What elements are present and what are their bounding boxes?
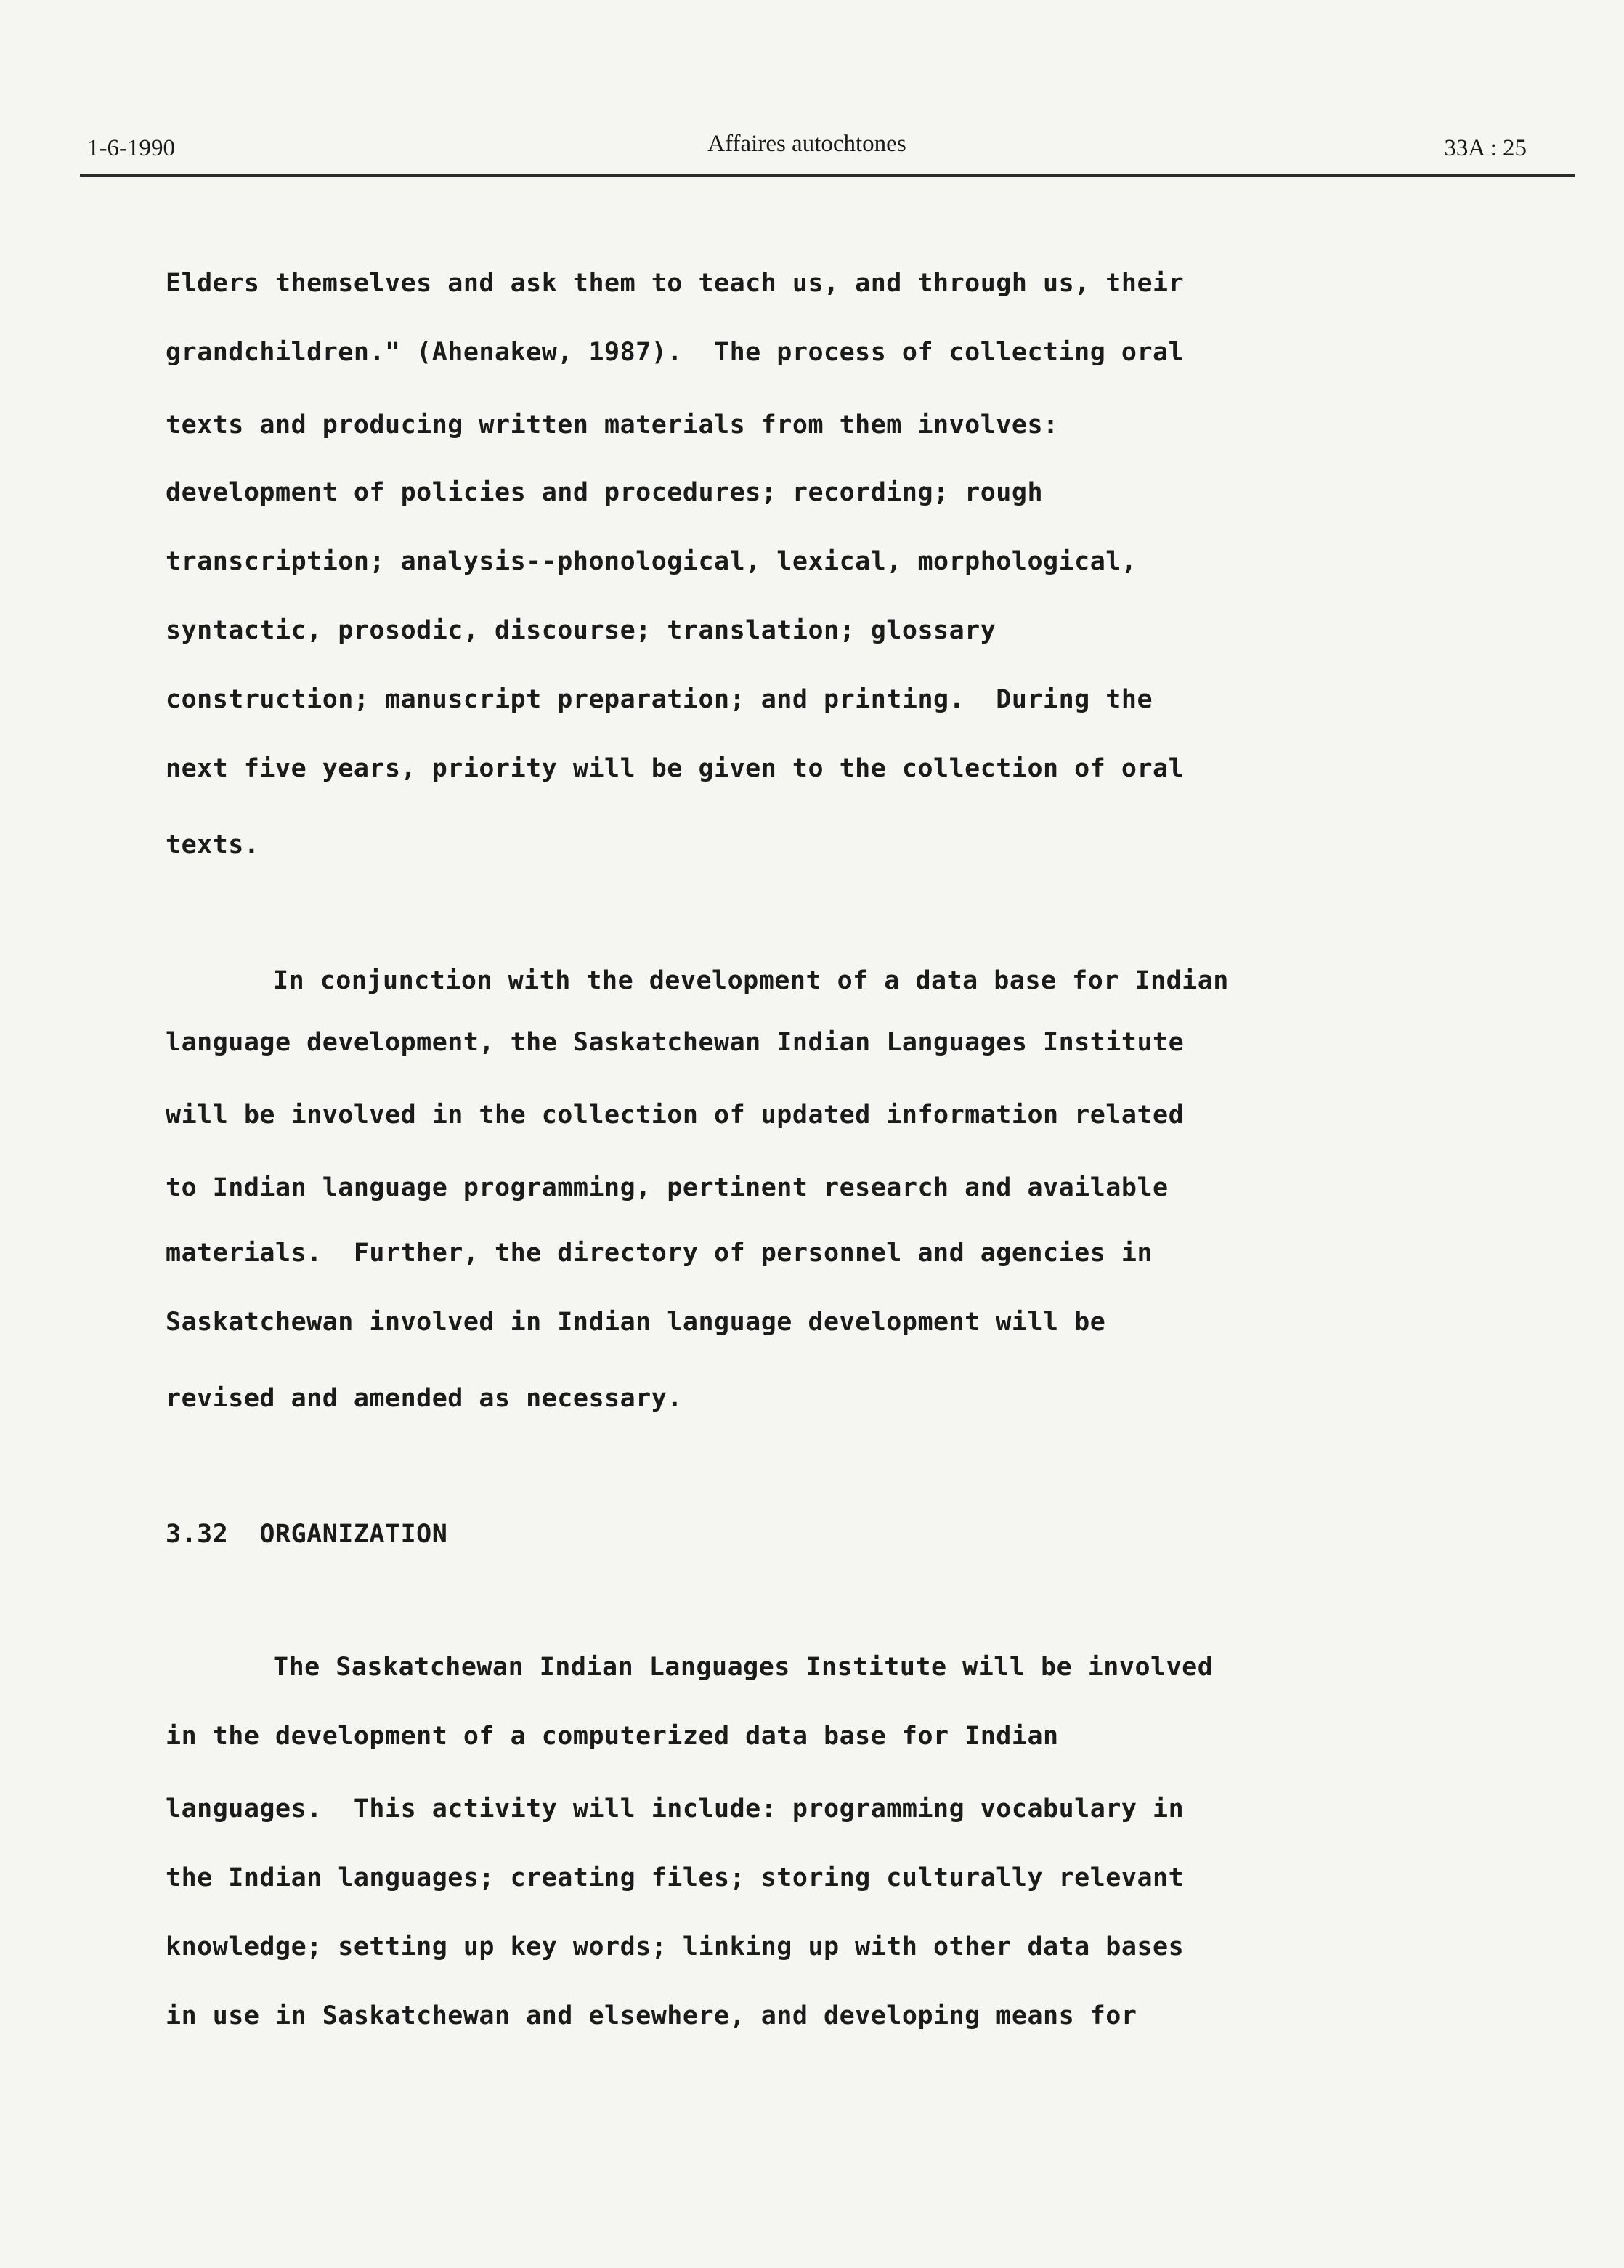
paragraph-1-line: texts. [166, 830, 260, 859]
paragraph-2-line: language development, the Saskatchewan Indian Languages Institute [166, 1028, 1185, 1057]
paragraph-2-line: Saskatchewan involved in Indian language development will be [166, 1308, 1106, 1337]
paragraph-3-line: knowledge; setting up key words; linking up with other data bases [166, 1932, 1185, 1961]
paragraph-3-line: in the development of a computerized data base for Indian [166, 1722, 1059, 1751]
section-heading: 3.32 ORGANIZATION [166, 1520, 448, 1549]
paragraph-1-line: transcription; analysis--phonological, lexical, morphological, [166, 547, 1137, 576]
header-page-reference: 33A : 25 [1444, 135, 1527, 161]
paragraph-3-line: the Indian languages; creating files; storing culturally relevant [166, 1863, 1185, 1892]
page-header [87, 131, 1527, 171]
paragraph-2-line: In conjunction with the development of a data base for Indian [273, 966, 1229, 995]
paragraph-1-line: grandchildren." (Ahenakew, 1987). The process of collecting oral [166, 338, 1185, 367]
header-date: 1-6-1990 [87, 135, 175, 161]
paragraph-1-line: development of policies and procedures; recording; rough [166, 478, 1044, 507]
paragraph-3-line: The Saskatchewan Indian Languages Institute will be involved [273, 1653, 1214, 1682]
paragraph-2-line: materials. Further, the directory of personnel and agencies in [166, 1239, 1153, 1268]
header-rule [80, 174, 1575, 177]
paragraph-2-line: will be involved in the collection of updated information related [166, 1101, 1185, 1130]
paragraph-1-line: construction; manuscript preparation; and printing. During the [166, 685, 1153, 714]
paragraph-1-line: next five years, priority will be given to the collection of oral [166, 754, 1185, 783]
paragraph-3-line: languages. This activity will include: programming vocabulary in [166, 1794, 1185, 1823]
paragraph-2-line: to Indian language programming, pertinent research and available [166, 1173, 1169, 1202]
paragraph-2-line: revised and amended as necessary. [166, 1384, 683, 1413]
paragraph-1-line: syntactic, prosodic, discourse; translation; glossary [166, 616, 996, 645]
header-title: Affaires autochtones [707, 131, 906, 157]
paragraph-1-line: texts and producing written materials from them involves: [166, 410, 1059, 440]
paragraph-1-line: Elders themselves and ask them to teach us, and through us, their [166, 269, 1185, 298]
paragraph-3-line: in use in Saskatchewan and elsewhere, and developing means for [166, 2001, 1137, 2030]
